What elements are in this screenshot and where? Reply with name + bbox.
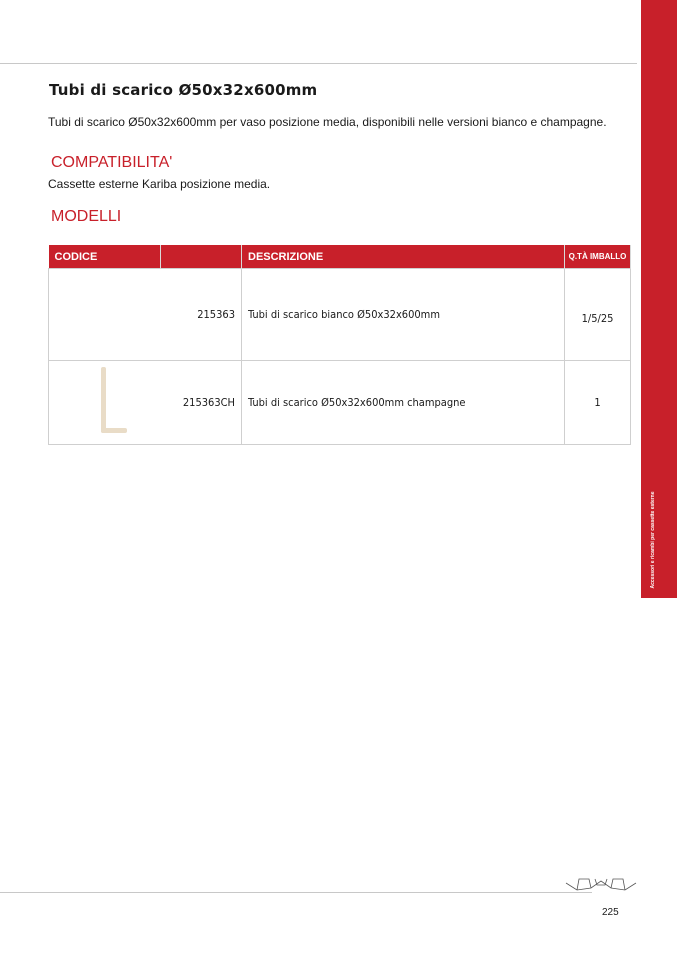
compatibility-heading: COMPATIBILITA' (51, 154, 173, 171)
product-image-cell (49, 361, 161, 445)
product-image-cell (49, 269, 161, 361)
product-description: Tubi di scarico Ø50x32x600mm per vaso posizione media, disponibili nelle versioni bianco e champagne. (48, 115, 607, 129)
product-row-description: Tubi di scarico Ø50x32x600mm champagne (242, 361, 565, 445)
table-row (49, 269, 631, 361)
product-qty: 1/5/25 (565, 269, 631, 361)
table-row (49, 361, 631, 445)
column-header-code: CODICE (49, 245, 161, 269)
models-table (48, 245, 631, 445)
product-title: Tubi di scarico Ø50x32x600mm (49, 81, 318, 99)
table-header-row (49, 245, 631, 269)
product-code: 215363CH (161, 361, 242, 445)
brand-logo-icon (565, 876, 637, 894)
models-heading: MODELLI (51, 208, 122, 225)
compatibility-text: Cassette esterne Kariba posizione media. (48, 177, 271, 191)
champagne-pipe-image (49, 361, 161, 444)
page-number: 225 (602, 907, 619, 918)
column-header-description: DESCRIZIONE (242, 245, 565, 269)
column-header-spacer (161, 245, 242, 269)
side-tab-label: Accessori e ricambi per cassette esterne (650, 491, 656, 589)
top-divider (0, 63, 637, 64)
product-row-description: Tubi di scarico bianco Ø50x32x600mm (242, 269, 565, 361)
column-header-qty: Q.TÀ IMBALLO (565, 245, 631, 269)
bottom-divider (0, 892, 592, 893)
product-qty: 1 (565, 361, 631, 445)
product-code: 215363 (161, 269, 242, 361)
